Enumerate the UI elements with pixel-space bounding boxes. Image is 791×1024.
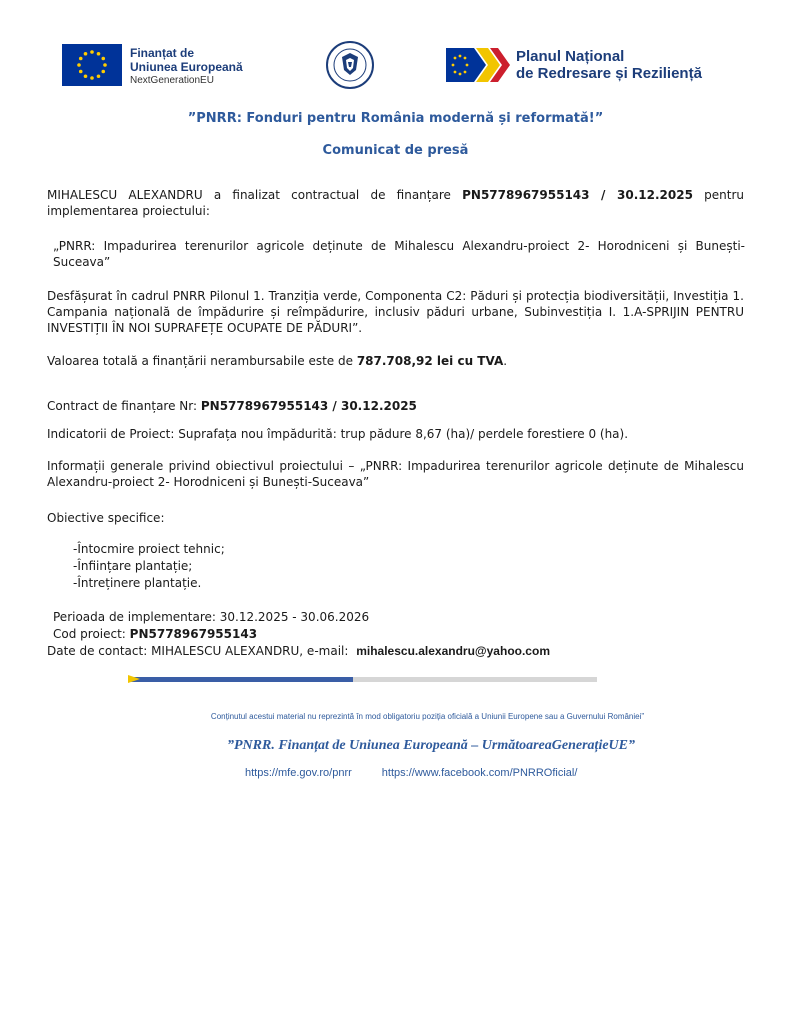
indicators-paragraph: Indicatorii de Proiect: Suprafața nou împădurită: trup pădure 8,67 (ha)/ perdele forestiere 0 (ha). (47, 427, 629, 441)
pnrr-logo (446, 46, 736, 86)
contract-number: PN5778967955143 / 30.12.2025 (200, 399, 417, 413)
eu-star-icon (84, 52, 88, 56)
arrow-icon (128, 675, 140, 683)
list-item: -Înființare plantație; (73, 559, 193, 573)
eu-star-icon (101, 57, 105, 61)
contract-code: PN5778967955143 / 30.12.2025 (462, 188, 693, 202)
general-info-paragraph: Informații generale privind obiectivul proiectului – „PNRR: Impadurirea terenurilor agricole deținute de Mihalescu Alexandru-proiect 2- Horodniceni și Bunești-Suceava” (47, 459, 744, 489)
header-logos (0, 40, 791, 92)
project-title-paragraph: „PNRR: Impadurirea terenurilor agricole deținute de Mihalescu Alexandru-proiect 2- Horodniceni și Bunești-Suceava” (53, 239, 745, 269)
eu-logo-line1: Finanțat de (130, 46, 195, 60)
romanian-government-seal-icon (322, 40, 378, 90)
eu-star-icon (103, 63, 107, 67)
eu-star-icon (101, 70, 105, 74)
page-subtitle: Comunicat de presă (322, 143, 469, 158)
intro-paragraph: MIHALESCU ALEXANDRU a finalizat contractual de finanțare PN5778967955143 / 30.12.2025 pentru implementarea proiectului: (47, 188, 744, 218)
implementation-period: Perioada de implementare: 30.12.2025 - 30.06.2026 (53, 610, 370, 624)
eu-star-icon (77, 63, 81, 67)
eu-star-icon (79, 70, 83, 74)
eu-star-icon (97, 52, 101, 56)
eu-funding-logo (62, 44, 262, 86)
contact-info: Date de contact: MIHALESCU ALEXANDRU, e-mail: mihalescu.alexandru@yahoo.com (47, 644, 550, 658)
divider-bar (128, 677, 597, 682)
eu-star-icon (90, 50, 94, 54)
pnrr-flag-icon (446, 48, 512, 82)
eu-star-icon (97, 74, 101, 78)
project-code: Cod proiect: PN5778967955143 (53, 627, 258, 641)
program-paragraph: Desfășurat în cadrul PNRR Pilonul 1. Tranziția verde, Componenta C2: Păduri și protecția biodiversității, Investiția 1. Campania națională de împădurire și reîmpădurire, inclusiv păduri urbane, Subinvestiția I. 1.A-SPRIJIN PENTRU INVESTIȚII ÎN NOI SUPRAFEȚE OCUPATE DE PĂDURI”. (47, 289, 744, 335)
project-code-value: PN5778967955143 (129, 627, 258, 641)
link-facebook[interactable]: https://www.facebook.com/PNRROficial/ (381, 767, 578, 779)
divider-bar-fill (128, 677, 353, 682)
eu-star-icon (84, 74, 88, 78)
footer-links (245, 767, 577, 779)
eu-star-icon (90, 76, 94, 80)
contract-paragraph: Contract de finanțare Nr: PN5778967955143 / 30.12.2025 (47, 399, 417, 413)
pnrr-logo-line2: de Redresare și Reziliență (516, 65, 702, 82)
objectives-heading: Obiective specifice: (47, 511, 165, 525)
disclaimer: Conținutul acestui material nu reprezintă în mod obligatoriu poziția oficială a Uniunii Europene sau a Guvernului României” (210, 712, 645, 721)
funding-value: 787.708,92 lei cu TVA (356, 354, 504, 368)
list-item: -Întreținere plantație. (73, 576, 202, 590)
value-paragraph: Valoarea totală a finanțării nerambursabile este de 787.708,92 lei cu TVA. (47, 354, 508, 368)
link-mfe[interactable]: https://mfe.gov.ro/pnrr (245, 767, 352, 779)
objectives-list (73, 541, 225, 592)
contact-email: mihalescu.alexandru@yahoo.com (356, 644, 550, 658)
eu-logo-line3: NextGenerationEU (130, 75, 214, 86)
eu-logo-line2: Uniunea Europeană (130, 60, 243, 74)
list-item: -Întocmire proiect tehnic; (73, 542, 225, 556)
eu-flag-icon (62, 44, 122, 86)
footer-slogan: ”PNRR. Finanțat de Uniunea Europeană – UrmătoareaGenerațieUE” (227, 738, 635, 753)
pnrr-logo-line1: Planul Național (516, 48, 625, 65)
page-title: ”PNRR: Fonduri pentru România modernă și reformată!” (187, 111, 604, 126)
eu-star-icon (79, 57, 83, 61)
